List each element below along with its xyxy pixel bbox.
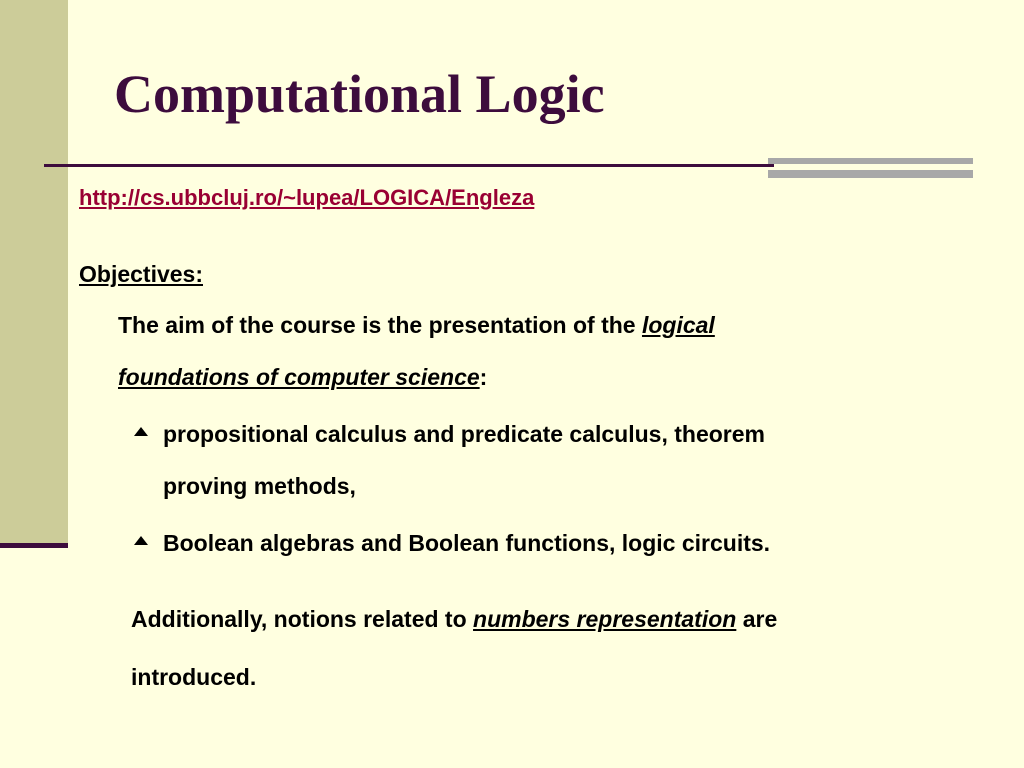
additional-emphasis: numbers representation <box>473 606 737 632</box>
side-band <box>0 0 68 548</box>
additional-line-2: introduced. <box>131 664 257 690</box>
aim-line-2 <box>118 364 487 391</box>
title-rule-grey-top <box>768 158 973 164</box>
aim-emphasis-2: foundations of computer science <box>118 364 480 390</box>
additional-suffix: are <box>736 606 778 632</box>
additional-line-1 <box>131 606 777 633</box>
title-rule-grey-bottom <box>768 170 973 178</box>
slide-title: Computational Logic <box>114 64 605 124</box>
side-accent-line <box>0 543 68 548</box>
aim-line-1 <box>118 312 715 339</box>
triangle-bullet-icon <box>134 536 148 545</box>
bullet-1-line-2: proving methods, <box>163 473 356 499</box>
aim-text-1: The aim of the course is the presentation of the <box>118 312 642 338</box>
course-url-link[interactable]: http://cs.ubbcluj.ro/~lupea/LOGICA/Engleza <box>79 185 535 210</box>
aim-emphasis-1: logical <box>641 312 715 338</box>
title-rule <box>44 164 774 167</box>
aim-suffix: : <box>479 364 488 390</box>
additional-text: Additionally, notions related to <box>131 606 474 632</box>
bullet-1-line-1: propositional calculus and predicate calculus, theorem <box>163 421 765 447</box>
bullet-2-line-1: Boolean algebras and Boolean functions, logic circuits. <box>163 530 771 556</box>
objectives-heading: Objectives: <box>79 261 203 287</box>
triangle-bullet-icon <box>134 427 148 436</box>
